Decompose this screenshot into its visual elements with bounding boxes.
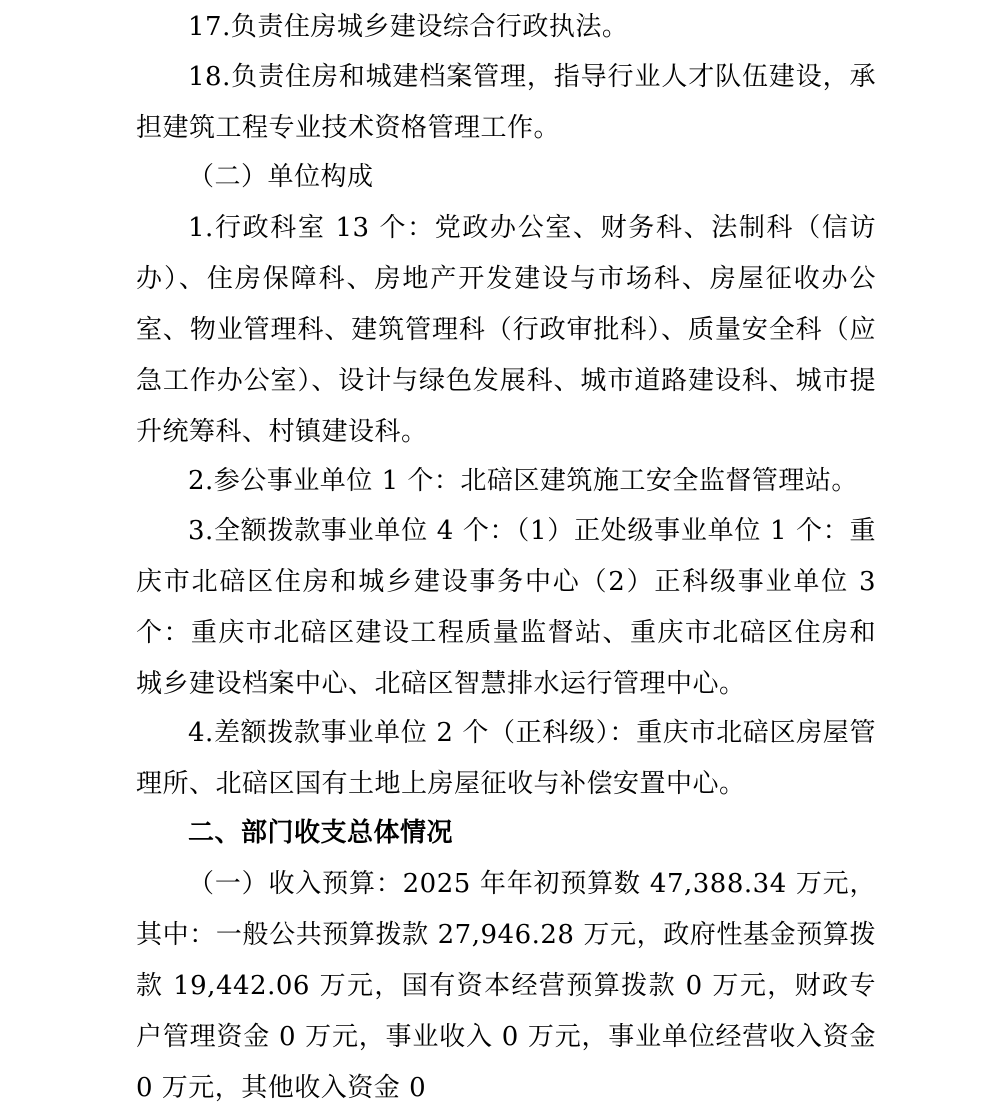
part-heading-budget-overview: 二、部门收支总体情况 xyxy=(188,818,454,848)
paragraph-civil-service-unit: 2.参公事业单位 1 个：北碚区建筑施工安全监督管理站。 xyxy=(188,466,858,496)
section-heading-unit-composition: （二）单位构成 xyxy=(188,162,374,192)
paragraph-item-18: 18.负责住房和城建档案管理，指导行业人才队伍建设，承担建筑工程专业技术资格管理工作。 xyxy=(136,62,876,143)
paragraph-partial-funded-units: 4.差额拨款事业单位 2 个（正科级）：重庆市北碚区房屋管理所、北碚区国有土地上房屋征收与补偿安置中心。 xyxy=(136,718,876,799)
paragraph-item-17: 17.负责住房城乡建设综合行政执法。 xyxy=(188,12,629,42)
paragraph-full-funded-units: 3.全额拨款事业单位 4 个：（1）正处级事业单位 1 个：重庆市北碚区住房和城乡建设事务中心（2）正科级事业单位 3 个：重庆市北碚区建设工程质量监督站、重庆市北碚区住房和城乡建设档案中心、北碚区智慧排水运行管理中心。 xyxy=(136,516,876,699)
paragraph-admin-departments: 1.行政科室 13 个：党政办公室、财务科、法制科（信访办）、住房保障科、房地产开发建设与市场科、房屋征收办公室、物业管理科、建筑管理科（行政审批科）、质量安全科（应急工作办公室）、设计与绿色发展科、城市道路建设科、城市提升统筹科、村镇建设科。 xyxy=(136,213,876,447)
paragraph-income-budget: （一）收入预算：2025 年年初预算数 47,388.34 万元，其中：一般公共预算拨款 27,946.28 万元，政府性基金预算拨款 19,442.06 万元，国有资本经营预算拨款 0 万元，财政专户管理资金 0 万元，事业收入 0 万元，事业单位经营收入资金 0 万元，其他收入资金 0 xyxy=(136,869,876,1103)
